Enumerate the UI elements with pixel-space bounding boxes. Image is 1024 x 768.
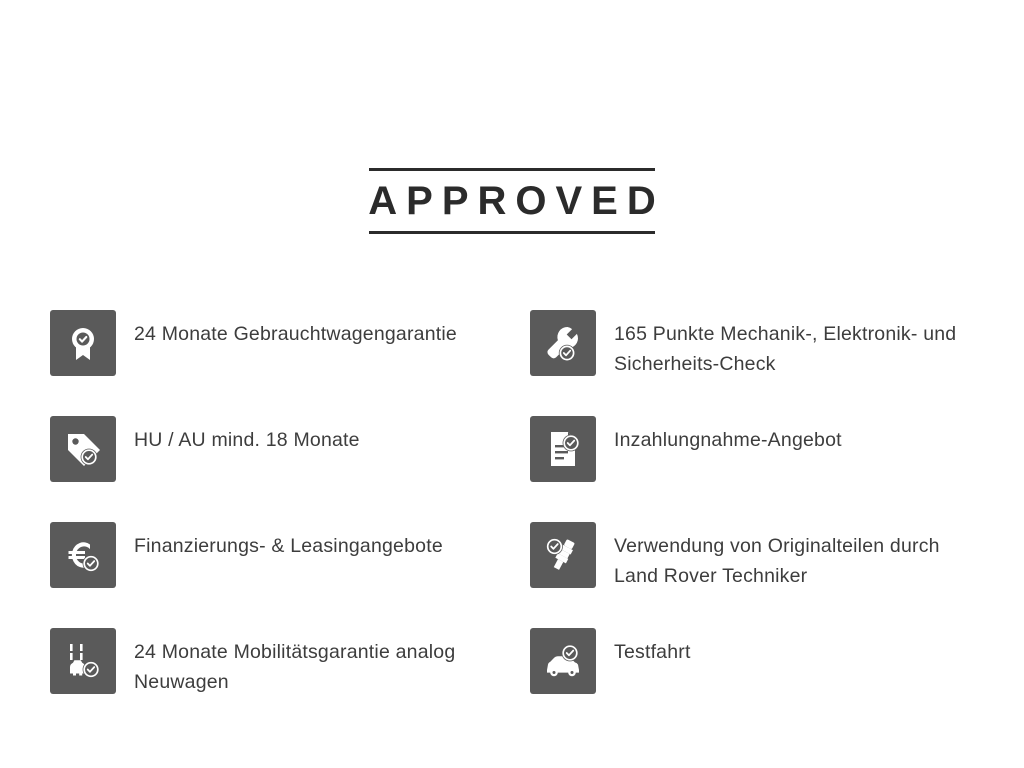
document-check-icon xyxy=(530,416,596,482)
page-title-block xyxy=(0,168,1024,234)
car-check-icon xyxy=(530,628,596,694)
road-car-check-icon xyxy=(50,628,116,694)
feature-item xyxy=(50,310,530,416)
feature-item xyxy=(530,310,990,416)
feature-item xyxy=(50,522,530,628)
title-rule-bottom xyxy=(369,231,655,234)
feature-label: 24 Monate Gebrauchtwagengarantie xyxy=(134,323,457,345)
feature-item xyxy=(530,416,990,522)
tag-check-icon xyxy=(50,416,116,482)
feature-item xyxy=(530,522,990,628)
feature-item xyxy=(50,416,530,522)
feature-item xyxy=(50,628,530,734)
rosette-check-icon xyxy=(50,310,116,376)
feature-label: HU / AU mind. 18 Monate xyxy=(134,429,360,451)
feature-item xyxy=(530,628,990,734)
feature-label: Inzahlungnahme-Angebot xyxy=(614,429,842,451)
page-title: APPROVED xyxy=(368,179,665,223)
feature-label: Finanzierungs- & Leasingangebote xyxy=(134,535,443,557)
feature-grid xyxy=(50,310,990,734)
spark-plug-check-icon xyxy=(530,522,596,588)
feature-label: Verwendung von Originalteilen durch Land Rover Techniker xyxy=(614,535,940,587)
feature-label: Testfahrt xyxy=(614,641,691,663)
feature-label: 165 Punkte Mechanik-, Elektronik- und Sicherheits-Check xyxy=(614,323,957,375)
feature-label: 24 Monate Mobilitätsgarantie analog Neuwagen xyxy=(134,641,456,693)
wrench-check-icon xyxy=(530,310,596,376)
euro-check-icon xyxy=(50,522,116,588)
